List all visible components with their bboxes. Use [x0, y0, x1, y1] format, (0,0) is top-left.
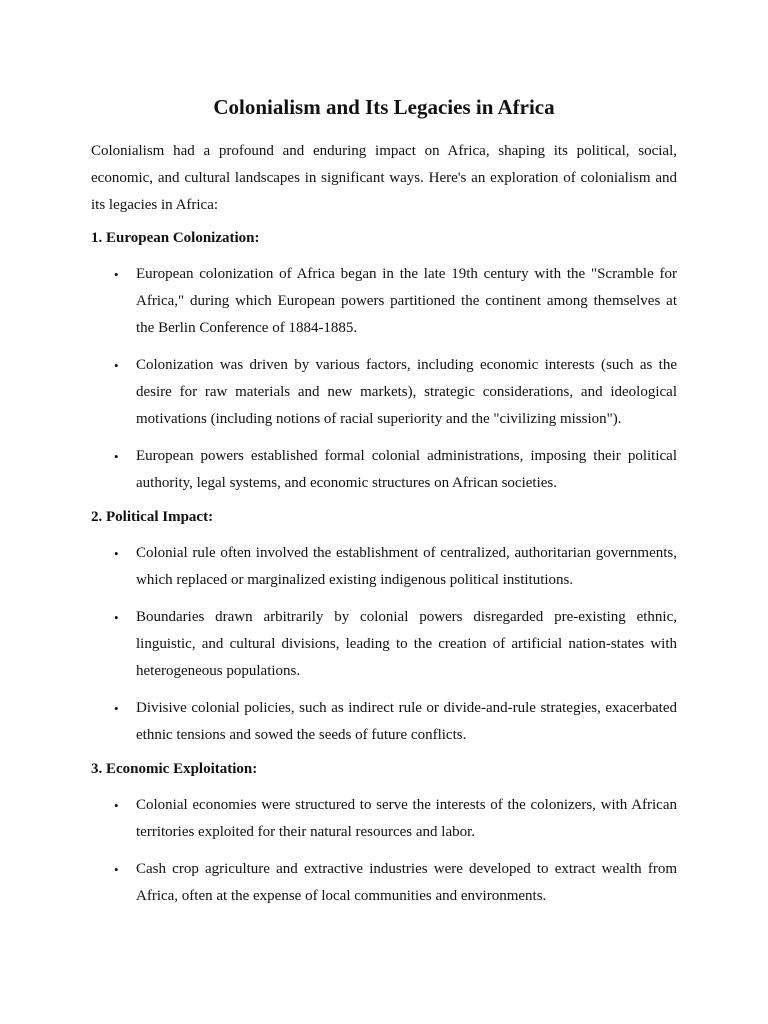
list-item — [91, 695, 677, 749]
list-item-text: Colonization was driven by various factors, including economic interests (such as the desire for raw materials and new markets), strategic considerations, and ideological motivations (including notions of racial superiority and the "civilizing mission"). — [136, 357, 677, 427]
section-economic-exploitation — [91, 759, 677, 910]
bullet-icon: • — [114, 449, 119, 464]
list-item — [91, 261, 677, 342]
list-item-text: European colonization of Africa began in the late 19th century with the "Scramble for Africa," during which European powers partitioned the continent among themselves at the Berlin Conference of 1884-1885. — [136, 266, 677, 336]
section-political-impact — [91, 507, 677, 749]
bullet-icon: • — [114, 358, 119, 373]
bullet-icon: • — [114, 610, 119, 625]
list-item-text: Cash crop agriculture and extractive industries were developed to extract wealth from Africa, often at the expense of local communities and environments. — [136, 861, 677, 904]
bullet-icon: • — [114, 701, 119, 716]
section-heading: 1. European Colonization: — [91, 230, 260, 246]
section-heading: 3. Economic Exploitation: — [91, 761, 258, 777]
section-european-colonization — [91, 228, 677, 497]
document-title: Colonialism and Its Legacies in Africa — [213, 95, 555, 119]
list-item — [91, 604, 677, 685]
bullet-icon: • — [114, 862, 119, 877]
list-item-text: Colonial economies were structured to serve the interests of the colonizers, with African territories exploited for their natural resources and labor. — [136, 797, 677, 840]
bullet-list — [91, 792, 677, 910]
bullet-icon: • — [114, 546, 119, 561]
list-item-text: Boundaries drawn arbitrarily by colonial powers disregarded pre-existing ethnic, linguistic, and cultural divisions, leading to the creation of artificial nation-states with heterogeneous populations. — [136, 609, 677, 679]
bullet-list — [91, 540, 677, 749]
list-item — [91, 443, 677, 497]
list-item — [91, 352, 677, 433]
list-item-text: Divisive colonial policies, such as indirect rule or divide-and-rule strategies, exacerbated ethnic tensions and sowed the seeds of future conflicts. — [136, 700, 677, 743]
list-item — [91, 792, 677, 846]
bullet-list — [91, 261, 677, 497]
list-item-text: Colonial rule often involved the establishment of centralized, authoritarian governments, which replaced or marginalized existing indigenous political institutions. — [136, 545, 677, 588]
intro-paragraph: Colonialism had a profound and enduring impact on Africa, shaping its political, social, economic, and cultural landscapes in significant ways. Here's an exploration of colonialism and its legacies in Africa: — [91, 143, 677, 213]
bullet-icon: • — [114, 798, 119, 813]
section-heading: 2. Political Impact: — [91, 509, 214, 525]
list-item — [91, 856, 677, 910]
list-item-text: European powers established formal colonial administrations, imposing their political authority, legal systems, and economic structures on African societies. — [136, 448, 677, 491]
list-item — [91, 540, 677, 594]
bullet-icon: • — [114, 267, 119, 282]
